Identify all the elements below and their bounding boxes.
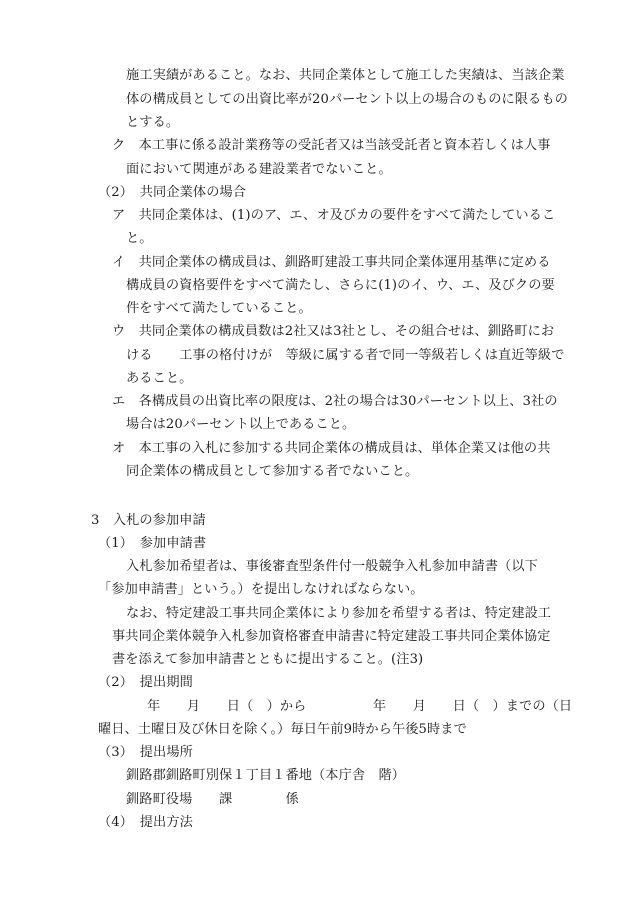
text-line: あること。 — [126, 371, 193, 386]
text-line: 同企業体の構成員として参加する者でないこと。 — [126, 464, 419, 479]
text-line: 事共同企業体競争入札参加資格審査申請書に特定建設工事共同企業体協定 — [112, 629, 551, 644]
chapter-heading: 3 入札の参加申請 — [91, 513, 206, 528]
text-line: 構成員の資格要件をすべて満たし、さらに(1)のイ、ウ、エ、及びクの要 — [126, 278, 555, 293]
text-line: 釧路町役場 課 係 — [126, 792, 299, 807]
text-line: 年 月 日（ ）から 年 月 日（ ）までの（日 — [147, 699, 573, 714]
text-line: 体の構成員としての出資比率が20パーセント以上の場合のものに限るもの — [126, 92, 568, 107]
section-heading: （1） 参加申請書 — [98, 536, 207, 551]
text-line: なお、特定建設工事共同企業体により参加を希望する者は、特定建設工 — [126, 606, 552, 621]
text-line: 場合は20パーセント以上であること。 — [126, 417, 356, 432]
text-line: オ 本工事の入札に参加する共同企業体の構成員は、単体企業又は他の共 — [112, 441, 551, 456]
text-line: ク 本工事に係る設計業務等の受託者又は当該受託者と資本若しくは人事 — [112, 138, 551, 153]
text-line: と。 — [126, 231, 153, 246]
text-line: イ 共同企業体の構成員は、釧路町建設工事共同企業体運用基準に定める — [112, 255, 551, 270]
text-line: ける 工事の格付けが 等級に属する者で同一等級若しくは直近等級で — [126, 348, 565, 363]
text-line: ウ 共同企業体の構成員数は2社又は3社とし、その組合せは、釧路町にお — [112, 324, 555, 339]
text-line: ア 共同企業体は、(1)のア、エ、オ及びカの要件をすべて満たしているこ — [112, 208, 556, 223]
section-heading: （2） 提出期間 — [98, 675, 193, 690]
text-line: 入札参加希望者は、事後審査型条件付一般競争入札参加申請書（以下 — [126, 559, 538, 574]
text-line: 施工実績があること。なお、共同企業体として施工した実績は、当該企業 — [126, 68, 565, 83]
text-line: とする。 — [126, 115, 180, 130]
text-line: エ 各構成員の出資比率の限度は、2社の場合は30パーセント以上、3社の — [112, 394, 558, 409]
text-line: 書を添えて参加申請書とともに提出すること。(注3) — [112, 652, 424, 667]
text-line: 曜日、土曜日及び休日を除く。）毎日午前9時から午後5時まで — [98, 722, 467, 737]
text-line: 「参加申請書」という。）を提出しなければならない。 — [98, 582, 424, 597]
section-heading: （2） 共同企業体の場合 — [98, 185, 247, 200]
section-heading: （3） 提出場所 — [98, 745, 193, 760]
text-line: 件をすべて満たしていること。 — [126, 301, 312, 316]
text-line: 面において関連がある建設業者でないこと。 — [126, 162, 392, 177]
text-line: 釧路郡釧路町別保１丁目１番地（本庁舎 階） — [126, 768, 406, 783]
section-heading: （4） 提出方法 — [98, 815, 193, 830]
